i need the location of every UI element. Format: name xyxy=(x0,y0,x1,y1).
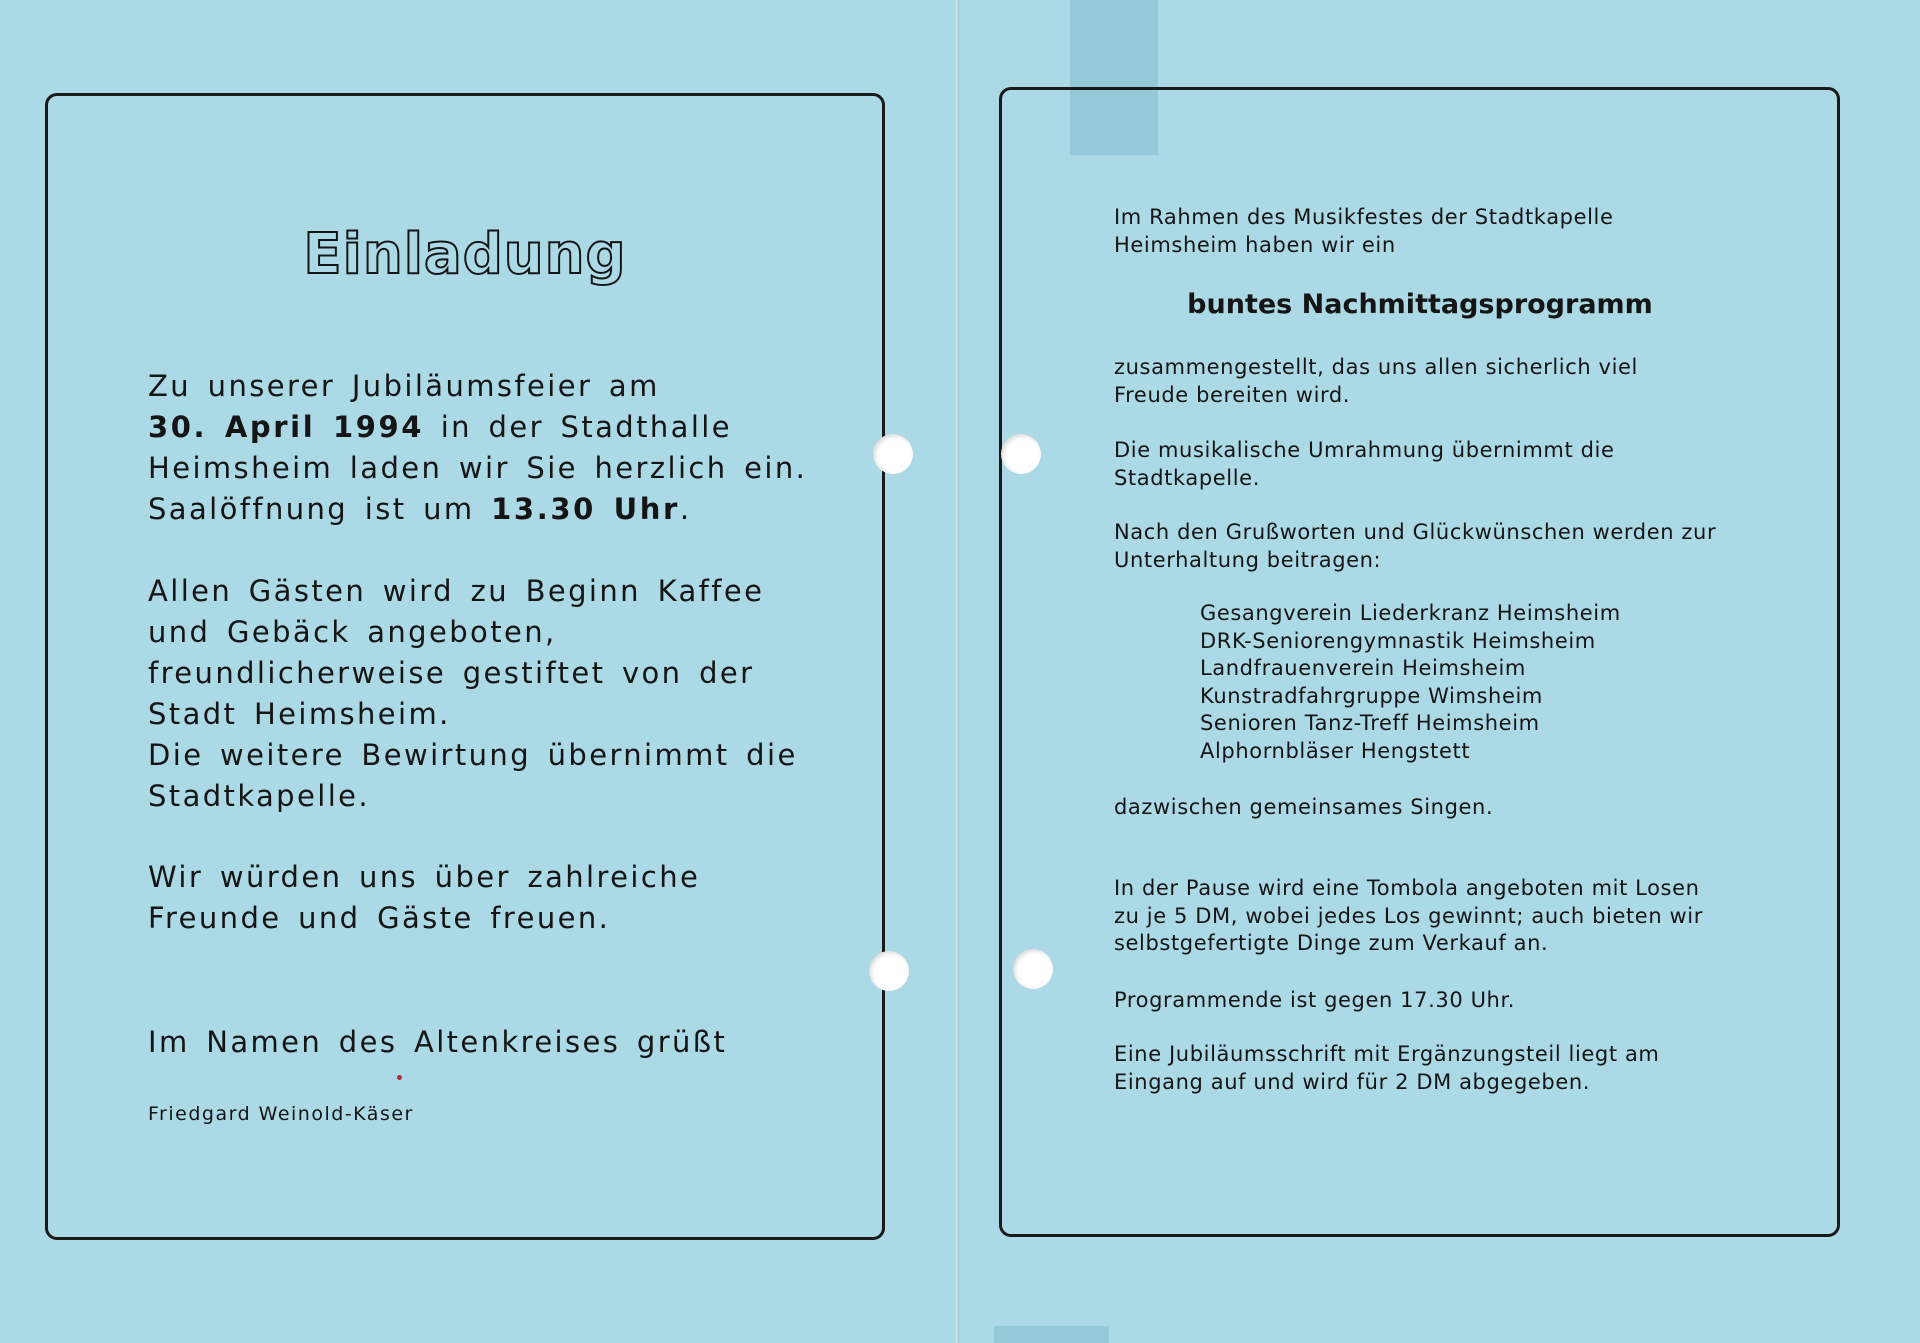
para2-line: Die weitere Bewirtung übernimmt die xyxy=(148,738,798,772)
para2-line: und Gebäck angeboten, xyxy=(148,615,557,649)
punch-hole-right-top xyxy=(1001,434,1041,474)
para2-line: Stadtkapelle. xyxy=(148,779,371,813)
program-intro xyxy=(1114,204,1814,259)
program-paragraph-6: Programmende ist gegen 17.30 Uhr. xyxy=(1114,988,1516,1012)
invitation-paragraph-1 xyxy=(148,366,868,530)
signature: Friedgard Weinold-Käser xyxy=(148,1103,414,1125)
list-item: Landfrauenverein Heimsheim xyxy=(1200,656,1526,680)
list-item: Kunstradfahrgruppe Wimsheim xyxy=(1200,683,1543,708)
tape-strip-bottom xyxy=(994,1326,1109,1343)
program-paragraph-2 xyxy=(1114,437,1814,492)
p1-line: Freude bereiten wird. xyxy=(1114,382,1351,407)
program-paragraph-7 xyxy=(1114,1041,1814,1096)
punch-hole-left-bottom xyxy=(869,951,909,991)
p7-line: Eine Jubiläumsschrift mit Ergänzungsteil liegt am xyxy=(1114,1042,1660,1066)
p1-line: zusammengestellt, das uns allen sicherlich viel xyxy=(1114,355,1638,379)
program-paragraph-5 xyxy=(1114,875,1814,958)
p5-line: zu je 5 DM, wobei jedes Los gewinnt; auch bieten wir xyxy=(1114,903,1703,928)
p5-line: In der Pause wird eine Tombola angeboten mit Losen xyxy=(1114,876,1700,900)
para3-line: Freunde und Gäste freuen. xyxy=(148,901,611,935)
para1-line2: in der Stadthalle xyxy=(424,410,732,444)
invitation-paragraph-3 xyxy=(148,857,868,939)
intro-line: Im Rahmen des Musikfestes der Stadtkapelle xyxy=(1114,205,1614,229)
para1-line4-start: Saalöffnung ist um xyxy=(148,492,492,526)
event-date: 30. April 1994 xyxy=(148,410,425,444)
para1-line1: Zu unserer Jubiläumsfeier am xyxy=(148,369,660,403)
performer-list xyxy=(1200,600,1621,765)
intro-line: Heimsheim haben wir ein xyxy=(1114,232,1396,257)
program-paragraph-3 xyxy=(1114,519,1814,574)
p2-line: Stadtkapelle. xyxy=(1114,465,1260,490)
para2-line: freundlicherweise gestiftet von der xyxy=(148,656,755,690)
para2-line: Stadt Heimsheim. xyxy=(148,697,451,731)
p3-line: Unterhaltung beitragen: xyxy=(1114,547,1382,572)
program-heading: buntes Nachmittagsprogramm xyxy=(1187,289,1653,320)
para2-line: Allen Gästen wird zu Beginn Kaffee xyxy=(148,574,765,608)
invitation-title: Einladung xyxy=(303,222,627,287)
ink-dot xyxy=(397,1075,402,1080)
p3-line: Nach den Grußworten und Glückwünschen werden zur xyxy=(1114,520,1717,544)
invitation-paragraph-2 xyxy=(148,571,868,817)
program-paragraph-4: dazwischen gemeinsames Singen. xyxy=(1114,795,1494,819)
p2-line: Die musikalische Umrahmung übernimmt die xyxy=(1114,438,1615,462)
punch-hole-right-bottom xyxy=(1013,949,1053,989)
para3-line: Wir würden uns über zahlreiche xyxy=(148,860,701,894)
center-fold xyxy=(956,0,959,1343)
para1-line4-end: . xyxy=(679,492,692,526)
program-paragraph-1 xyxy=(1114,354,1814,409)
para1-line3: Heimsheim laden wir Sie herzlich ein. xyxy=(148,451,808,485)
list-item: DRK-Seniorengymnastik Heimsheim xyxy=(1200,628,1596,653)
greeting-line: Im Namen des Altenkreises grüßt xyxy=(148,1025,728,1059)
p7-line: Eingang auf und wird für 2 DM abgegeben. xyxy=(1114,1069,1591,1094)
p5-line: selbstgefertigte Dinge zum Verkauf an. xyxy=(1114,931,1549,955)
list-item: Gesangverein Liederkranz Heimsheim xyxy=(1200,601,1621,625)
list-item: Alphornbläser Hengstett xyxy=(1200,738,1471,763)
door-open-time: 13.30 Uhr xyxy=(491,492,680,526)
punch-hole-left-top xyxy=(873,434,913,474)
list-item: Senioren Tanz-Treff Heimsheim xyxy=(1200,711,1540,735)
